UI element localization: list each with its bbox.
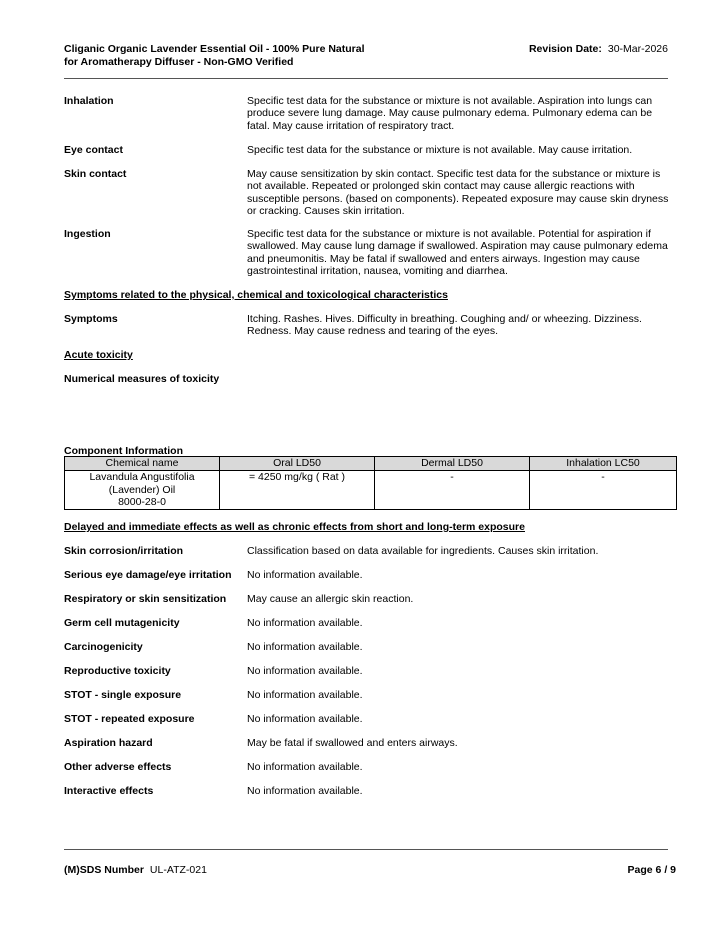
title-line-2: for Aromatherapy Diffuser - Non-GMO Verified <box>64 56 294 68</box>
page-number: Page 6 / 9 <box>627 864 676 876</box>
numerical-measures-heading: Numerical measures of toxicity <box>64 373 220 385</box>
effect-text: No information available. <box>247 713 363 725</box>
effect-label: Skin corrosion/irritation <box>64 545 184 557</box>
cell-dermal-ld50: - <box>375 471 530 510</box>
table-header-row <box>65 457 677 471</box>
revision-date: 30-Mar-2026 <box>607 43 668 55</box>
effect-text: No information available. <box>247 641 363 653</box>
col-dermal-ld50: Dermal LD50 <box>375 457 530 471</box>
effect-label: Aspiration hazard <box>64 737 153 749</box>
route-text: May cause sensitization by skin contact. Specific test data for the substance or mixture is not available. Repeated or prolonged skin contact may cause allergic reactions with susceptible persons. (based on components). Repeated exposure may cause skin dryness or cracking. Causes skin irritation. <box>247 168 669 218</box>
effect-label: Reproductive toxicity <box>64 665 171 677</box>
header-divider <box>64 78 668 79</box>
cell-oral-ld50: = 4250 mg/kg ( Rat ) <box>220 471 375 510</box>
footer-divider <box>64 849 668 850</box>
title-line-1: Cliganic Organic Lavender Essential Oil - 100% Pure Natural <box>64 43 365 55</box>
route-label: Skin contact <box>64 168 127 180</box>
route-text: Specific test data for the substance or mixture is not available. Aspiration into lungs can produce severe lung damage. May cause pulmonary edema. Pulmonary edema can be fatal. May cause irritation of respiratory tract. <box>247 95 653 132</box>
effect-label: STOT - single exposure <box>64 689 182 701</box>
cell-inhalation-lc50: - <box>530 471 677 510</box>
effect-label: STOT - repeated exposure <box>64 713 195 725</box>
effect-text: No information available. <box>247 689 363 701</box>
acute-toxicity-heading: Acute toxicity <box>64 349 133 361</box>
cell-chemical-name <box>65 471 220 510</box>
effect-label: Respiratory or skin sensitization <box>64 593 227 605</box>
effect-text: Classification based on data available for ingredients. Causes skin irritation. <box>247 545 599 557</box>
route-label: Inhalation <box>64 95 114 107</box>
route-text: Specific test data for the substance or mixture is not available. May cause irritation. <box>247 144 633 156</box>
col-chemical-name: Chemical name <box>65 457 220 471</box>
effect-text: No information available. <box>247 761 363 773</box>
revision-info <box>529 43 668 55</box>
sds-value: UL-ATZ-021 <box>149 864 207 876</box>
symptoms-text: Itching. Rashes. Hives. Difficulty in breathing. Coughing and/ or wheezing. Dizziness. Redness. May cause redness and tearing of the eyes. <box>247 313 642 338</box>
effect-label: Germ cell mutagenicity <box>64 617 180 629</box>
col-inhalation-lc50: Inhalation LC50 <box>530 457 677 471</box>
component-info-title: Component Information <box>64 445 183 457</box>
component-table <box>64 456 677 510</box>
col-oral-ld50: Oral LD50 <box>220 457 375 471</box>
sds-number <box>64 864 207 876</box>
delayed-effects-heading: Delayed and immediate effects as well as chronic effects from short and long-term exposure <box>64 521 525 533</box>
effect-text: No information available. <box>247 785 363 797</box>
effect-label: Interactive effects <box>64 785 154 797</box>
effect-label: Other adverse effects <box>64 761 172 773</box>
symptoms-label: Symptoms <box>64 313 118 325</box>
document-title <box>64 43 365 69</box>
chemical-name-line-2: (Lavender) Oil <box>108 483 176 496</box>
effect-label: Serious eye damage/eye irritation <box>64 569 232 581</box>
route-label: Ingestion <box>64 228 111 240</box>
table-row <box>65 471 677 510</box>
chemical-name-line-1: Lavandula Angustifolia <box>89 471 195 483</box>
effect-text: No information available. <box>247 617 363 629</box>
sds-label: (M)SDS Number <box>64 864 144 876</box>
cas-number: 8000-28-0 <box>118 496 166 508</box>
route-text: Specific test data for the substance or mixture is not available. Potential for aspiration if swallowed. May cause lung damage if swallowed. Aspiration may cause pulmonary edema and pneumonitis. May be fatal if swallowed and enters airways. Ingestion may cause gastrointestinal irritation, nausea, vomiting and diarrhea. <box>247 228 668 278</box>
effect-text: May be fatal if swallowed and enters airways. <box>247 737 458 749</box>
effect-text: No information available. <box>247 569 363 581</box>
symptoms-section-heading: Symptoms related to the physical, chemical and toxicological characteristics <box>64 289 448 301</box>
route-label: Eye contact <box>64 144 123 156</box>
revision-label: Revision Date: <box>528 43 602 55</box>
effect-text: No information available. <box>247 665 363 677</box>
effect-text: May cause an allergic skin reaction. <box>247 593 414 605</box>
effect-label: Carcinogenicity <box>64 641 143 653</box>
